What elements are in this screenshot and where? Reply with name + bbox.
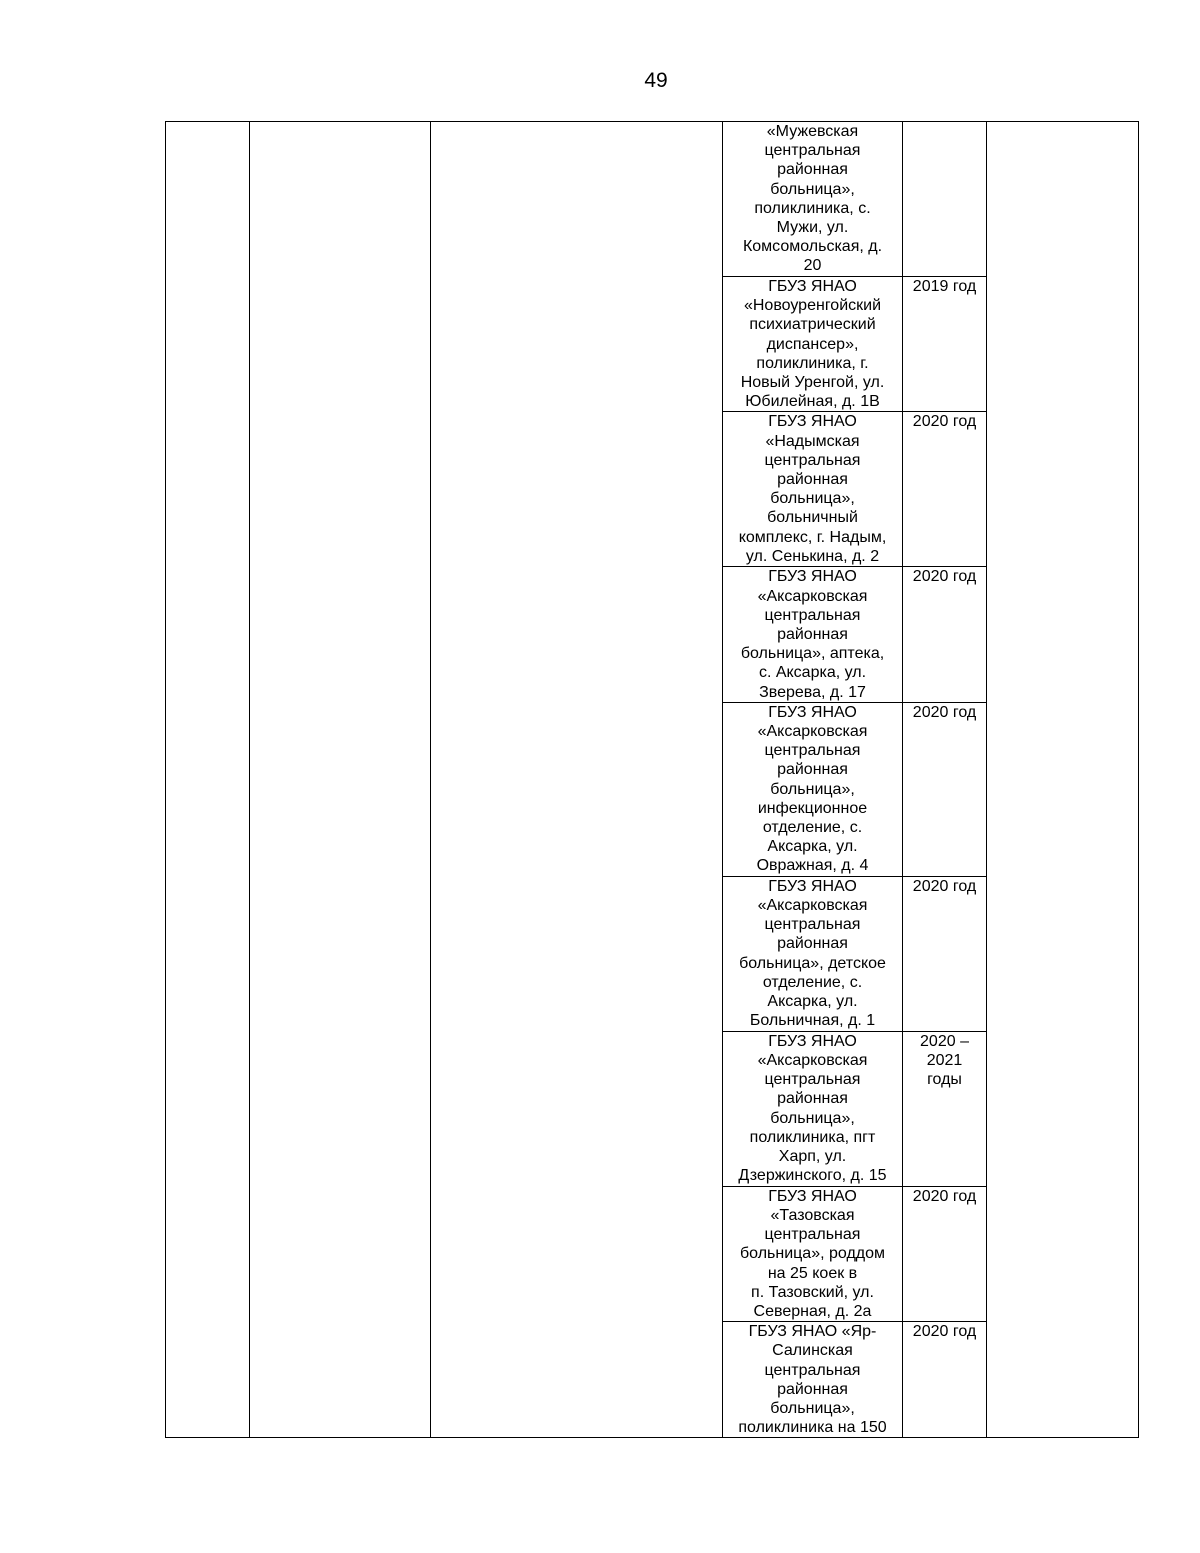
term-cell [903, 122, 987, 277]
object-text: ГБУЗ ЯНАО «Надымская центральная районная больница», больничный комплекс, г. Надым, ул. Сенькина, д. 2 [738, 413, 887, 565]
program-table [165, 121, 1139, 1438]
object-cell [723, 122, 903, 277]
col-1-cell [166, 122, 250, 1438]
term-cell [903, 702, 987, 876]
object-text: ГБУЗ ЯНАО «Тазовская центральная больница», роддом на 25 коек в п. Тазовский, ул. Северная, д. 2а [739, 1187, 886, 1321]
object-text: ГБУЗ ЯНАО «Аксарковская центральная районная больница», инфекционное отделение, с. Аксарка, ул. Овражная, д. 4 [756, 703, 869, 875]
term-text: 2019 год [912, 278, 977, 295]
term-text: 2020 год [912, 877, 977, 895]
object-text: «Мужевская центральная районная больница», поликлиника, с. Мужи, ул. Комсомольская, д. 20 [742, 123, 883, 275]
col-2-cell [250, 122, 431, 1438]
object-cell [723, 277, 903, 412]
term-text: 2020 – 2021 годы [920, 1032, 969, 1089]
term-text: 2020 год [912, 703, 977, 721]
term-cell [903, 277, 987, 412]
col-6-cell [987, 122, 1139, 1438]
object-text: ГБУЗ ЯНАО «Аксарковская центральная районная больница», детское отделение, с. Аксарка, ул. Больничная, д. 1 [739, 877, 886, 1030]
term-text: 2020 год [912, 568, 977, 586]
object-text: ГБУЗ ЯНАО «Аксарковская центральная районная больница», поликлиника, пгт Харп, ул. Дзержинского, д. 15 [738, 1032, 887, 1185]
page-number: 49 [644, 69, 668, 92]
term-text: 2020 год [912, 1323, 977, 1341]
object-cell [723, 876, 903, 1031]
term-cell [903, 876, 987, 1031]
term-text: 2020 год [912, 413, 977, 431]
object-cell [723, 702, 903, 876]
term-cell [903, 1031, 987, 1186]
object-text: ГБУЗ ЯНАО «Новоуренгойский психиатрический диспансер», поликлиника, г. Новый Уренгой, ул. Юбилейная, д. 1В [740, 278, 885, 411]
object-cell [723, 412, 903, 567]
term-cell [903, 412, 987, 567]
object-cell [723, 1031, 903, 1186]
term-cell [903, 567, 987, 702]
object-text: ГБУЗ ЯНАО «Аксарковская центральная районная больница», аптека, с. Аксарка, ул. Зверева, д. 17 [740, 568, 885, 701]
term-text: 2020 год [912, 1187, 977, 1205]
col-3-cell [431, 122, 723, 1438]
object-text: ГБУЗ ЯНАО «Яр- Салинская центральная районная больница», поликлиника на 150 [738, 1323, 887, 1437]
object-cell [723, 1322, 903, 1438]
object-cell [723, 567, 903, 702]
table-row [166, 122, 1139, 277]
object-cell [723, 1186, 903, 1321]
term-cell [903, 1322, 987, 1438]
term-cell [903, 1186, 987, 1321]
